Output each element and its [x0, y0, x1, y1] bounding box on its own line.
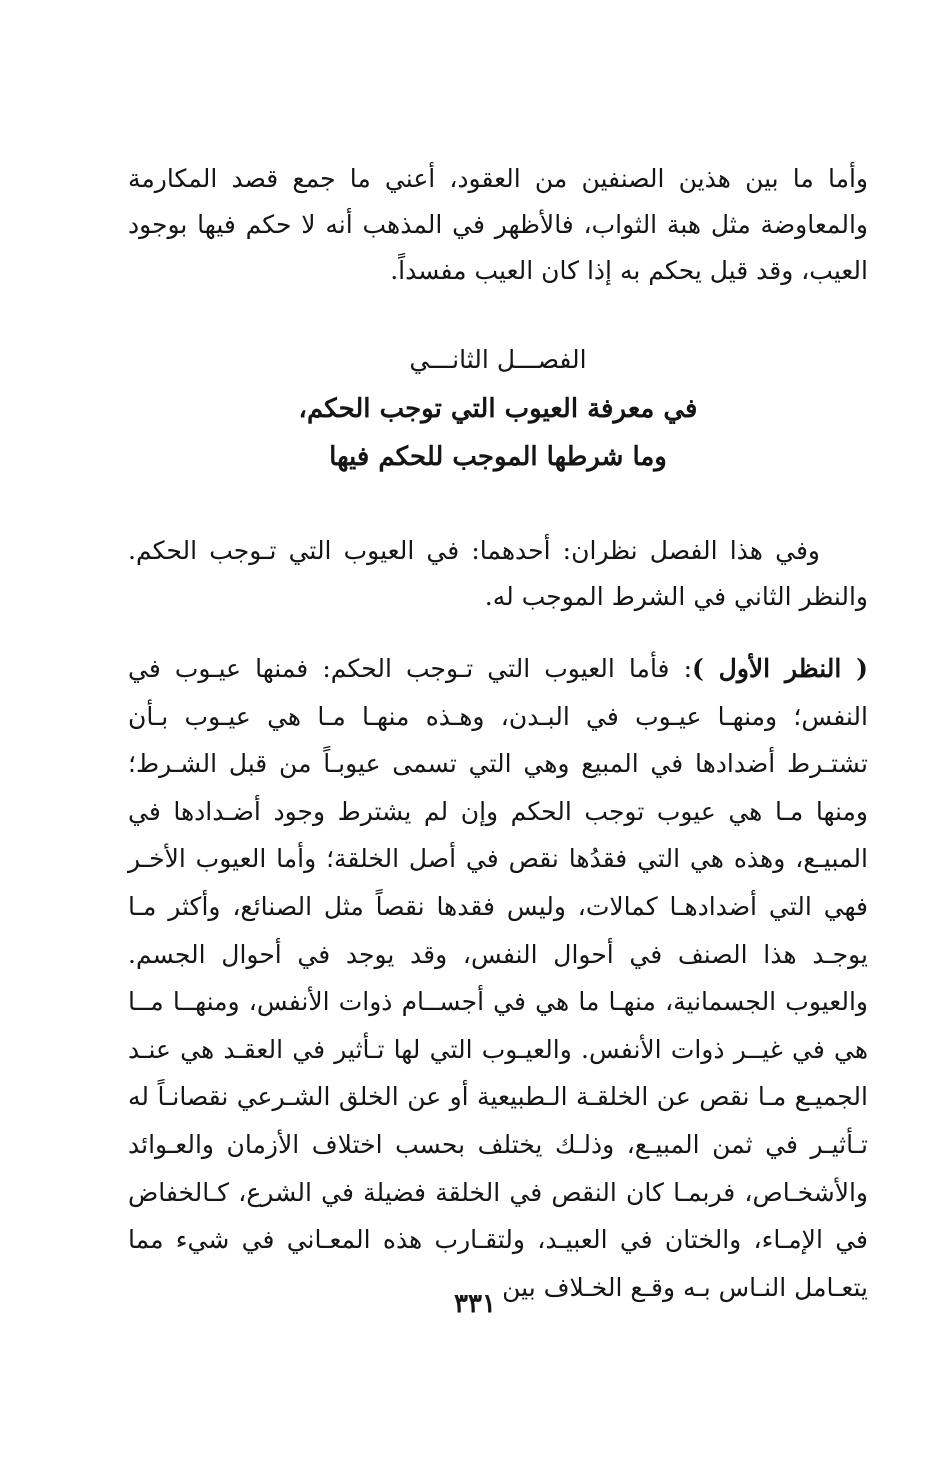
- paragraph-intro: وأما ما بين هذين الصنفين من العقود، أعني ما جمع قصد المكارمة والمعاوضة مثل هبة الثواب، فالأظهر في المذهب أنه لا حكم فيها بوجود العيب، وقد قيل يحكم به إذا كان العيب مفسداً.: [128, 164, 868, 285]
- paragraph-overview: وفي هذا الفصل نظران: أحدهما: في العيوب التي تـوجب الحكم. والنظر الثاني في الشرط الموجب له.: [128, 536, 868, 611]
- chapter-title-line-1: في معرفة العيوب التي توجب الحكم،: [298, 394, 698, 424]
- page-number: ٣٣١: [454, 1289, 496, 1319]
- first-inquiry-lead: ( النظر الأول ): [692, 654, 869, 683]
- chapter-title-line-2: وما شرطها الموجب للحكم فيها: [329, 442, 667, 472]
- chapter-label: الفصـــل الثانـــي: [409, 345, 587, 374]
- first-inquiry-body: : فأما العيوب التي تـوجب الحكم: فمنها عيـوب في النفس؛ ومنهـا عيـوب في البـدن، وهـذه منهـا مـا هي عيـوب بـأن تشتـرط أضدادها في المبيع وهي التي تسمى عيوبـاً من قبل الشـرط؛ ومنها مـا هي عيوب توجب الحكم وإن لم يشترط وجود أضـدادها في المبيـع، وهذه هي التي فقدُها نقص في أصل الخلقة؛ وأما العيوب الأخـر فهي التي أضدادهـا كمالات، وليس فقدها نقصاً مثل الصنائع، وأكثر مـا يوجـد هذا الصنف في أحوال النفس، وقد يوجد في أحوال الجسم. والعيوب الجسمانية، منهـا ما هي في أجســام ذوات الأنفس، ومنهــا مــا هي في غيــر ذوات الأنفس. والعيـوب التي لها تـأثير في العقـد هي عنـد الجميـع مـا نقص عن الخلقـة الـطبيعية أو عن الخلق الشـرعي نقصانـاً له تـأثيـر في ثمن المبيـع، وذلـك يختلف بحسب اختلاف الأزمان والعـوائد والأشخـاص، فربمـا كان النقص في الخلقة فضيلة في الشرع، كـالخفاض في الإمـاء، والختان في العبيـد، ولتقـارب هذه المعـاني في شيء مما يتعـامل النـاس بـه وقـع الخـلاف بين: [128, 654, 868, 1302]
- paragraph-first-inquiry: [128, 645, 868, 1311]
